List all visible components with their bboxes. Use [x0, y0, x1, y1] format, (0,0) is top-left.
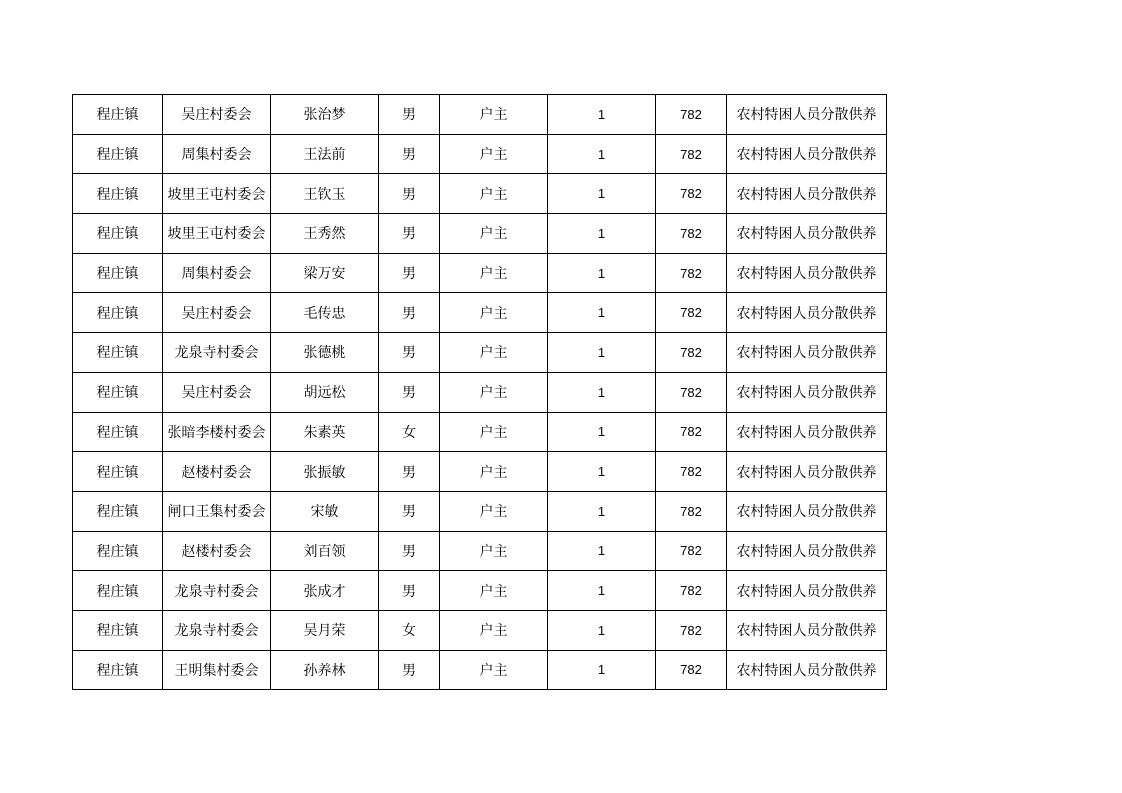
- amount-cell: 782: [656, 650, 727, 690]
- name-cell: 孙养林: [271, 650, 379, 690]
- relation-cell: 户主: [440, 531, 548, 571]
- household-size-cell: 1: [548, 95, 656, 135]
- relation-cell: 户主: [440, 610, 548, 650]
- relation-cell: 户主: [440, 412, 548, 452]
- gender-cell: 男: [379, 650, 440, 690]
- amount-cell: 782: [656, 491, 727, 531]
- household-size-cell: 1: [548, 293, 656, 333]
- table-row: [73, 650, 887, 690]
- amount-cell: 782: [656, 293, 727, 333]
- relation-cell: 户主: [440, 333, 548, 373]
- village-cell: 龙泉寺村委会: [163, 333, 271, 373]
- household-size-cell: 1: [548, 491, 656, 531]
- amount-cell: 782: [656, 333, 727, 373]
- table-row: [73, 372, 887, 412]
- town-cell: 程庄镇: [73, 372, 163, 412]
- household-size-cell: 1: [548, 412, 656, 452]
- gender-cell: 男: [379, 253, 440, 293]
- name-cell: 张治梦: [271, 95, 379, 135]
- relation-cell: 户主: [440, 214, 548, 254]
- gender-cell: 男: [379, 214, 440, 254]
- table-row: [73, 134, 887, 174]
- town-cell: 程庄镇: [73, 412, 163, 452]
- relation-cell: 户主: [440, 174, 548, 214]
- gender-cell: 男: [379, 174, 440, 214]
- village-cell: 龙泉寺村委会: [163, 610, 271, 650]
- relation-cell: 户主: [440, 452, 548, 492]
- village-cell: 闸口王集村委会: [163, 491, 271, 531]
- category-cell: 农村特困人员分散供养: [727, 134, 887, 174]
- amount-cell: 782: [656, 412, 727, 452]
- relation-cell: 户主: [440, 650, 548, 690]
- name-cell: 朱素英: [271, 412, 379, 452]
- gender-cell: 男: [379, 372, 440, 412]
- name-cell: 刘百领: [271, 531, 379, 571]
- gender-cell: 男: [379, 452, 440, 492]
- household-size-cell: 1: [548, 174, 656, 214]
- household-size-cell: 1: [548, 372, 656, 412]
- village-cell: 吴庄村委会: [163, 95, 271, 135]
- name-cell: 张德桃: [271, 333, 379, 373]
- gender-cell: 男: [379, 134, 440, 174]
- name-cell: 毛传忠: [271, 293, 379, 333]
- category-cell: 农村特困人员分散供养: [727, 412, 887, 452]
- amount-cell: 782: [656, 95, 727, 135]
- gender-cell: 女: [379, 610, 440, 650]
- amount-cell: 782: [656, 253, 727, 293]
- town-cell: 程庄镇: [73, 134, 163, 174]
- household-size-cell: 1: [548, 571, 656, 611]
- village-cell: 张暗李楼村委会: [163, 412, 271, 452]
- category-cell: 农村特困人员分散供养: [727, 571, 887, 611]
- table-row: [73, 293, 887, 333]
- village-cell: 赵楼村委会: [163, 452, 271, 492]
- category-cell: 农村特困人员分散供养: [727, 174, 887, 214]
- village-cell: 王明集村委会: [163, 650, 271, 690]
- village-cell: 坡里王屯村委会: [163, 174, 271, 214]
- beneficiary-table: [72, 94, 887, 690]
- gender-cell: 男: [379, 95, 440, 135]
- relation-cell: 户主: [440, 134, 548, 174]
- village-cell: 周集村委会: [163, 253, 271, 293]
- category-cell: 农村特困人员分散供养: [727, 253, 887, 293]
- amount-cell: 782: [656, 531, 727, 571]
- village-cell: 周集村委会: [163, 134, 271, 174]
- household-size-cell: 1: [548, 531, 656, 571]
- town-cell: 程庄镇: [73, 333, 163, 373]
- category-cell: 农村特困人员分散供养: [727, 95, 887, 135]
- amount-cell: 782: [656, 214, 727, 254]
- household-size-cell: 1: [548, 333, 656, 373]
- town-cell: 程庄镇: [73, 174, 163, 214]
- gender-cell: 男: [379, 293, 440, 333]
- table-row: [73, 412, 887, 452]
- household-size-cell: 1: [548, 610, 656, 650]
- household-size-cell: 1: [548, 452, 656, 492]
- town-cell: 程庄镇: [73, 650, 163, 690]
- household-size-cell: 1: [548, 214, 656, 254]
- amount-cell: 782: [656, 134, 727, 174]
- relation-cell: 户主: [440, 491, 548, 531]
- name-cell: 胡远松: [271, 372, 379, 412]
- household-size-cell: 1: [548, 253, 656, 293]
- town-cell: 程庄镇: [73, 531, 163, 571]
- village-cell: 龙泉寺村委会: [163, 571, 271, 611]
- table-row: [73, 571, 887, 611]
- table-row: [73, 531, 887, 571]
- name-cell: 王法前: [271, 134, 379, 174]
- gender-cell: 男: [379, 491, 440, 531]
- category-cell: 农村特困人员分散供养: [727, 531, 887, 571]
- town-cell: 程庄镇: [73, 253, 163, 293]
- amount-cell: 782: [656, 174, 727, 214]
- table-row: [73, 214, 887, 254]
- table-row: [73, 174, 887, 214]
- town-cell: 程庄镇: [73, 293, 163, 333]
- gender-cell: 男: [379, 531, 440, 571]
- category-cell: 农村特困人员分散供养: [727, 333, 887, 373]
- table-row: [73, 452, 887, 492]
- category-cell: 农村特困人员分散供养: [727, 293, 887, 333]
- amount-cell: 782: [656, 452, 727, 492]
- table-row: [73, 610, 887, 650]
- household-size-cell: 1: [548, 134, 656, 174]
- name-cell: 张振敏: [271, 452, 379, 492]
- name-cell: 宋敏: [271, 491, 379, 531]
- amount-cell: 782: [656, 610, 727, 650]
- category-cell: 农村特困人员分散供养: [727, 491, 887, 531]
- gender-cell: 男: [379, 333, 440, 373]
- town-cell: 程庄镇: [73, 491, 163, 531]
- village-cell: 赵楼村委会: [163, 531, 271, 571]
- village-cell: 吴庄村委会: [163, 293, 271, 333]
- table-row: [73, 253, 887, 293]
- gender-cell: 女: [379, 412, 440, 452]
- town-cell: 程庄镇: [73, 571, 163, 611]
- amount-cell: 782: [656, 571, 727, 611]
- table-row: [73, 491, 887, 531]
- town-cell: 程庄镇: [73, 610, 163, 650]
- town-cell: 程庄镇: [73, 95, 163, 135]
- relation-cell: 户主: [440, 95, 548, 135]
- relation-cell: 户主: [440, 253, 548, 293]
- household-size-cell: 1: [548, 650, 656, 690]
- name-cell: 张成才: [271, 571, 379, 611]
- name-cell: 王钦玉: [271, 174, 379, 214]
- name-cell: 梁万安: [271, 253, 379, 293]
- village-cell: 坡里王屯村委会: [163, 214, 271, 254]
- category-cell: 农村特困人员分散供养: [727, 452, 887, 492]
- name-cell: 王秀然: [271, 214, 379, 254]
- gender-cell: 男: [379, 571, 440, 611]
- town-cell: 程庄镇: [73, 452, 163, 492]
- relation-cell: 户主: [440, 293, 548, 333]
- village-cell: 吴庄村委会: [163, 372, 271, 412]
- category-cell: 农村特困人员分散供养: [727, 214, 887, 254]
- category-cell: 农村特困人员分散供养: [727, 372, 887, 412]
- relation-cell: 户主: [440, 372, 548, 412]
- amount-cell: 782: [656, 372, 727, 412]
- table-row: [73, 333, 887, 373]
- category-cell: 农村特困人员分散供养: [727, 610, 887, 650]
- name-cell: 吴月荣: [271, 610, 379, 650]
- relation-cell: 户主: [440, 571, 548, 611]
- town-cell: 程庄镇: [73, 214, 163, 254]
- category-cell: 农村特困人员分散供养: [727, 650, 887, 690]
- table-row: [73, 95, 887, 135]
- table-body: [73, 95, 887, 690]
